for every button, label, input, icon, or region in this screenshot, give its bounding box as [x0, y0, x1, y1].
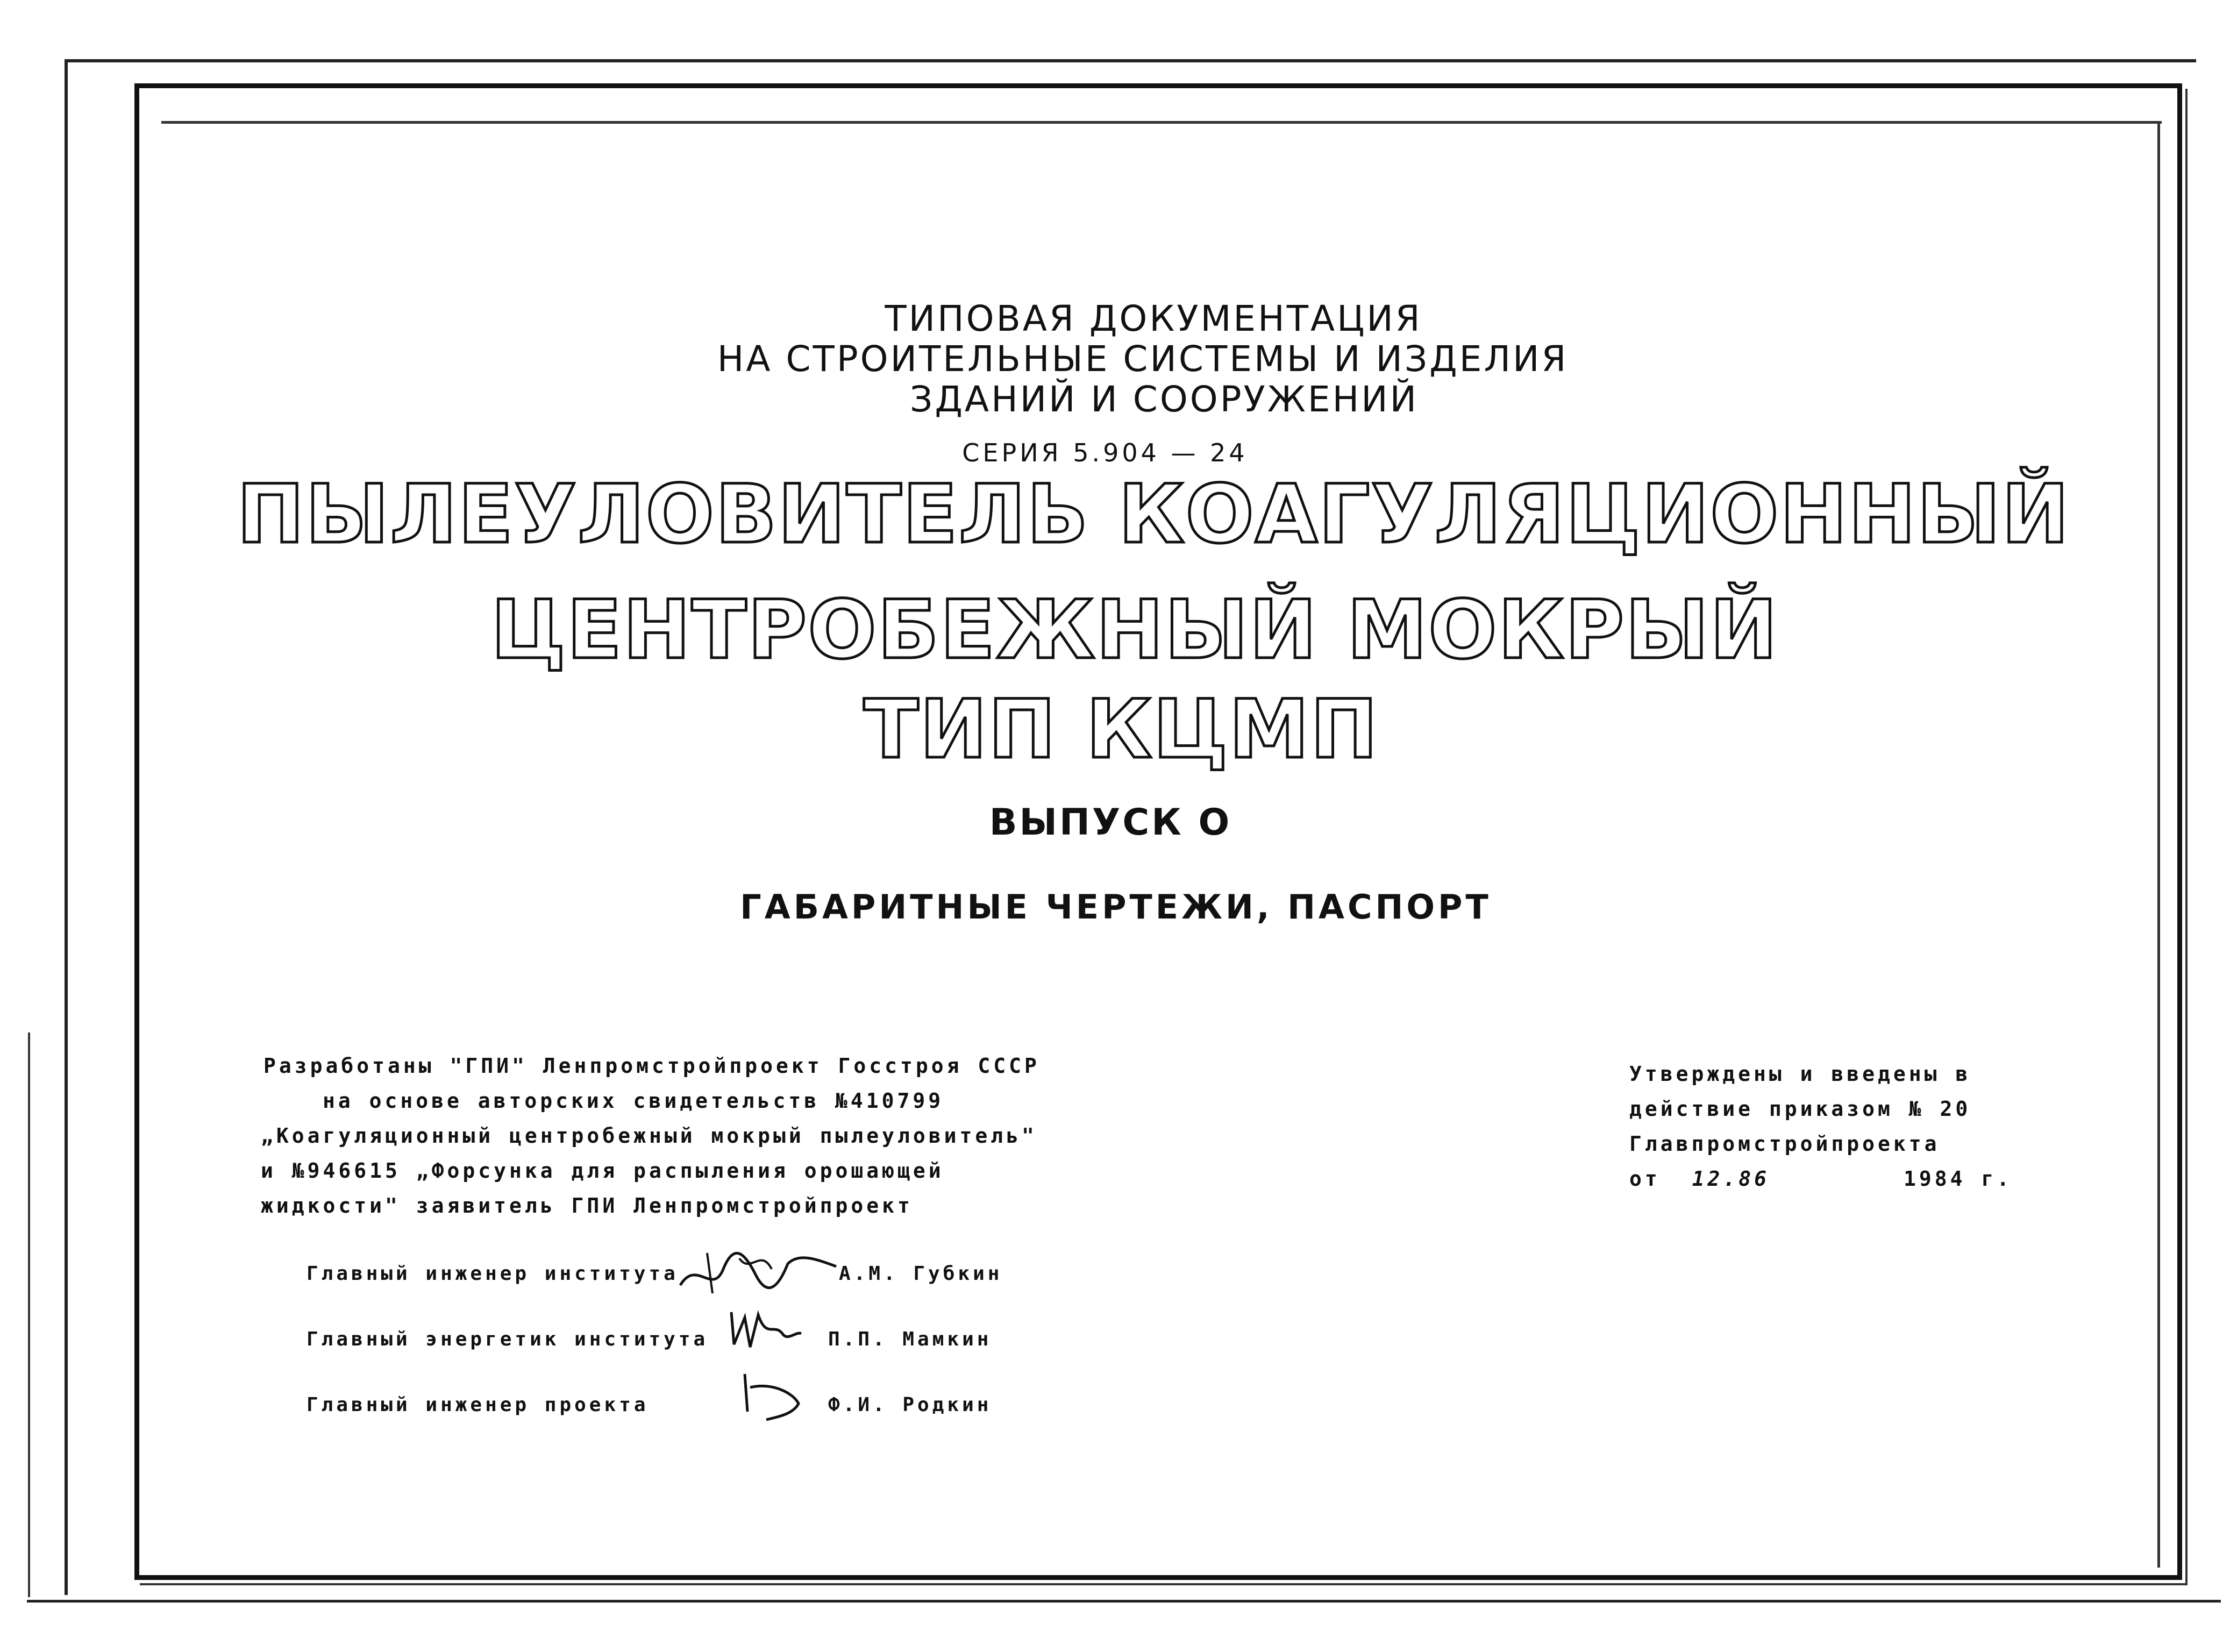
signature-name-chief-engineer: А.М. Губкин: [839, 1263, 1003, 1285]
issue-number: ВЫПУСК О: [989, 801, 1232, 844]
sheet-bottom-line: [27, 1600, 2221, 1603]
signature-role-chief-project-engineer: Главный инженер проекта: [307, 1394, 649, 1416]
title-line-3: ТИП КЦМП: [863, 683, 1379, 777]
title-line-1: ПЫЛЕУЛОВИТЕЛЬ КОАГУЛЯЦИОННЫЙ: [237, 468, 2070, 561]
header-line-2: НА СТРОИТЕЛЬНЫЕ СИСТЕМЫ И ИЗДЕЛИЯ: [717, 338, 1569, 380]
approved-date: 12.86: [1692, 1167, 1770, 1191]
developed-line-3: „Коагуляционный центробежный мокрый пылеуловитель": [261, 1124, 1037, 1148]
approved-line-2: действие приказом № 20: [1629, 1097, 1971, 1121]
developed-line-4: и №946615 „Форсунка для распыления орошающей: [261, 1159, 944, 1183]
title-line-2: ЦЕНТРОБЕЖНЫЙ МОКРЫЙ: [490, 583, 1779, 677]
header-line-1: ТИПОВАЯ ДОКУМЕНТАЦИЯ: [885, 298, 1422, 339]
header-line-3: ЗДАНИЙ И СООРУЖЕНИЙ: [910, 379, 1419, 420]
document-subtitle: ГАБАРИТНЫЕ ЧЕРТЕЖИ, ПАСПОРТ: [740, 887, 1492, 927]
signature-name-chief-project-engineer: Ф.И. Родкин: [828, 1394, 992, 1416]
approved-date-prefix: от: [1629, 1167, 1661, 1191]
approved-line-4: [1629, 1167, 2012, 1191]
sheet-left-edge-line: [28, 1032, 30, 1597]
developed-line-5: жидкости" заявитель ГПИ Ленпромстройпроект: [261, 1194, 913, 1217]
handwritten-signature-1: [675, 1242, 842, 1301]
handwritten-signature-2: [723, 1301, 804, 1355]
signature-role-chief-power-engineer: Главный энергетик института: [307, 1328, 709, 1350]
inner-frame-top-line: [161, 121, 2162, 124]
developed-line-1: Разработаны "ГПИ" Ленпромстройпроект Госстроя СССР: [263, 1054, 1040, 1078]
handwritten-signature-3: [734, 1366, 815, 1425]
series-number: СЕРИЯ 5.904 — 24: [962, 438, 1248, 467]
approved-line-1: Утверждены и введены в: [1629, 1062, 1971, 1086]
signature-name-chief-power-engineer: П.П. Мамкин: [828, 1328, 992, 1350]
approved-line-3: Главпромстройпроекта: [1629, 1132, 1940, 1156]
approved-year: 1984 г.: [1903, 1167, 2013, 1191]
developed-line-2: на основе авторских свидетельств №410799: [323, 1089, 944, 1113]
signature-role-chief-engineer: Главный инженер института: [307, 1263, 679, 1285]
